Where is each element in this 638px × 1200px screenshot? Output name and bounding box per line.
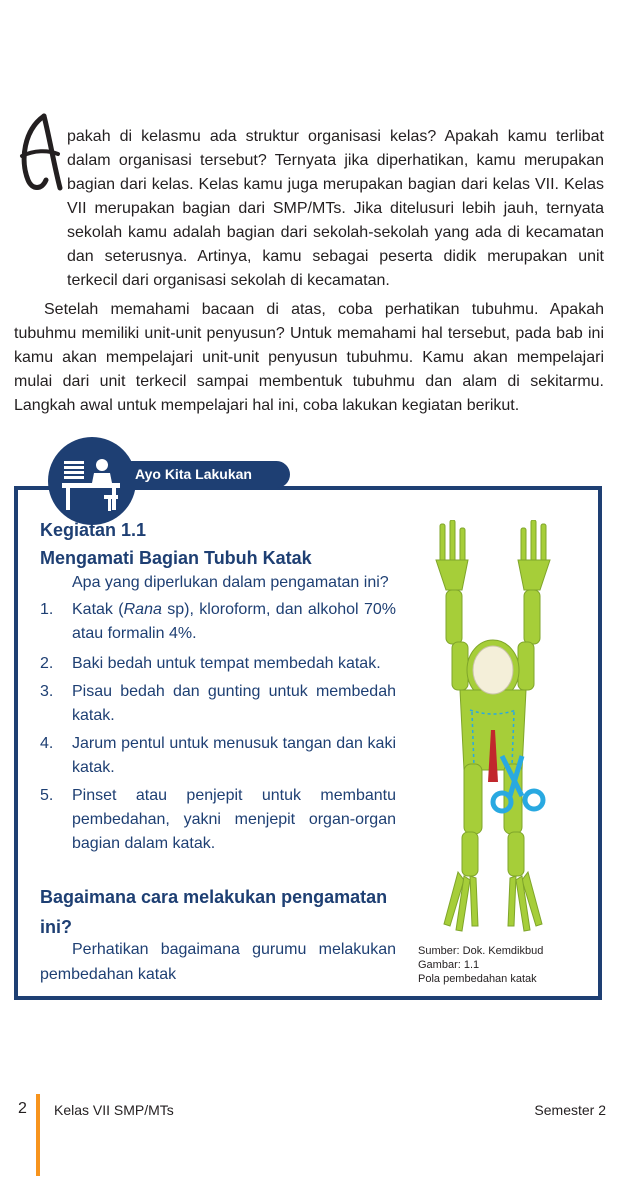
- materials-question: Apa yang diperlukan dalam pengamatan ini?: [72, 574, 389, 591]
- list-item: 3. Pisau bedah dan gunting untuk membedah katak.: [40, 683, 396, 724]
- footer-divider: [36, 1094, 40, 1176]
- procedure-instruction: Perhatikan bagaimana gurumu melakukan pembedahan katak: [40, 941, 396, 983]
- footer-class-label: Kelas VII SMP/MTs: [54, 1102, 174, 1118]
- activity-banner-label: Ayo Kita Lakukan: [135, 466, 252, 482]
- procedure-heading: Bagaimana cara melakukan pengamatan ini?: [40, 887, 388, 937]
- intro-paragraph-1: [14, 125, 604, 293]
- intro-paragraph-1-text: pakah di kelasmu ada struktur organisasi kelas? Apakah kamu terlibat dalam organisasi tersebut? Ternyata jika diperhatikan, kamu merupakan bagian dari kelas. Kelas kamu juga merupakan bagian dari kelas VII. Kelas VII merupakan bagian dari SMP/MTs. Jika ditelusuri lebih jauh, ternyata sekolah kamu adalah bagian dari sekolah-sekolah yang ada di kecamatan dan seterusnya. Artinya, kamu sebagai peserta didik merupakan unit terkecil dari organisasi sekolah di kecamatan.: [67, 128, 604, 289]
- list-item: 1. Katak (Rana sp), kloroform, dan alkohol 70% atau formalin 4%.: [40, 601, 396, 642]
- drop-cap-text: A: [14, 110, 15, 111]
- page-number: 2: [18, 1100, 27, 1117]
- figure-source: Sumber: Dok. Kemdikbud: [418, 945, 544, 957]
- footer-semester-label: Semester 2: [534, 1102, 606, 1118]
- intro-paragraph-2: Setelah memahami bacaan di atas, coba perhatikan tubuhmu. Apakah tubuhmu memiliki unit-unit penyusun? Untuk memahami hal tersebut, pada bab ini kamu akan mempelajari unit-unit penyusun tubuhmu. Kamu akan mempelajari mulai dari unit terkecil sampai membentuk tubuhmu dan alam di sekitarmu. Langkah awal untuk mempelajari hal ini, coba lakukan kegiatan berikut.: [14, 301, 604, 414]
- list-item: 5. Pinset atau penjepit untuk membantu pembedahan, yakni menjepit organ-organ bagian dalam katak.: [40, 787, 396, 852]
- activity-title: Mengamati Bagian Tubuh Katak: [40, 548, 312, 568]
- figure-caption: Pola pembedahan katak: [418, 973, 537, 985]
- list-item: 2. Baki bedah untuk tempat membedah katak.: [40, 655, 381, 672]
- figure-number: Gambar: 1.1: [418, 959, 480, 971]
- list-item: 4. Jarum pentul untuk menusuk tangan dan kaki katak.: [40, 735, 396, 776]
- frog-dissection-illustration: [418, 520, 568, 940]
- activity-number: Kegiatan 1.1: [40, 520, 147, 540]
